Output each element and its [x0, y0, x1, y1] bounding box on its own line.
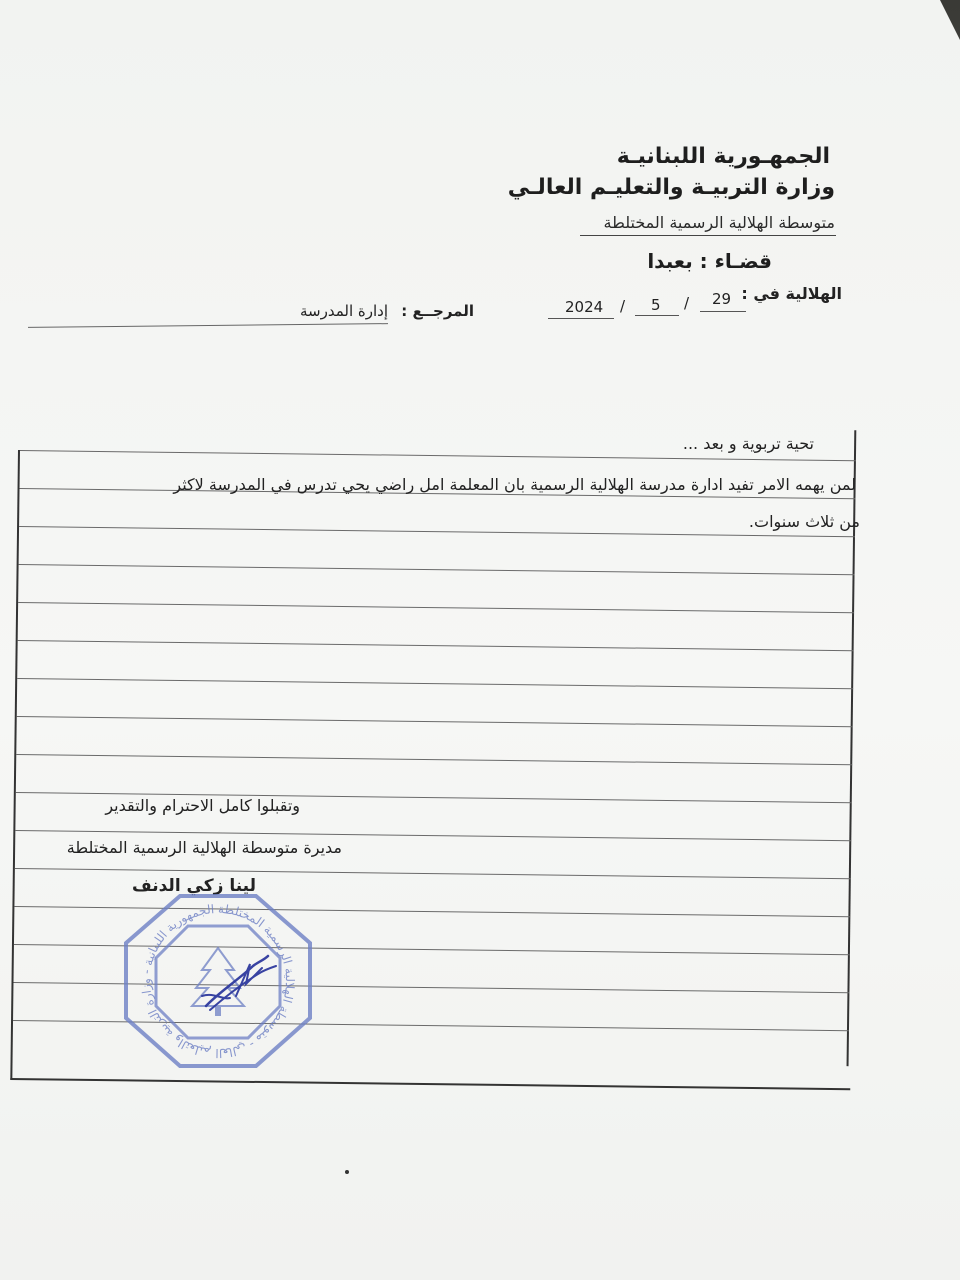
ruled-line — [19, 526, 855, 537]
letter-greeting: تحية تربوية و بعد ... — [682, 434, 814, 453]
header-school: متوسطة الهلالية الرسمية المختلطة — [603, 213, 835, 232]
header-school-underline — [580, 235, 836, 236]
date-month-line — [635, 315, 679, 316]
date-year-line — [548, 318, 614, 319]
letter-line-1: لمن يهمه الامر تفيد ادارة مدرسة الهلالية الرسمية بان المعلمة امل راضي يحي تدرس في المدرسة لاكثر — [173, 475, 856, 494]
ruled-line — [19, 564, 855, 575]
date-separator: / — [620, 297, 626, 315]
header-ministry: وزارة التربيـة والتعليـم العالـي — [507, 175, 835, 200]
official-stamp — [118, 888, 318, 1073]
date-day: 29 — [712, 290, 732, 308]
cedar-icon — [192, 948, 244, 1016]
ruled-line — [18, 602, 854, 613]
reference-label: المرجــع : — [401, 302, 474, 320]
ruled-line — [17, 716, 853, 727]
signature — [202, 956, 276, 1010]
stamp-ring-text: الجمهورية اللبنانية - وزارة التربية والتعليم العالي - متوسطة الهلالية الرسمية المختلطة — [138, 901, 298, 1061]
ruled-line — [16, 754, 852, 765]
letter-closing: وتقبلوا كامل الاحترام والتقدير — [105, 796, 300, 815]
header-district: قضـاء : بعبدا — [647, 249, 772, 273]
date-separator: / — [684, 294, 690, 312]
signer-name: لينا زكي الدنف — [131, 876, 256, 896]
reference-value: إدارة المدرسة — [299, 302, 388, 320]
ruled-line — [18, 640, 854, 651]
date-day-line — [700, 311, 746, 312]
date-label: الهلالية في : — [741, 284, 842, 303]
date-year: 2024 — [565, 298, 604, 316]
signer-role: مديرة متوسطة الهلالية الرسمية المختلطة — [66, 838, 342, 857]
date-month: 5 — [651, 296, 661, 314]
header-republic: الجمهـورية اللبنانيـة — [616, 144, 830, 169]
ink-dot — [345, 1170, 349, 1174]
letter-line-2: من ثلاث سنوات. — [748, 512, 860, 531]
ruled-line — [17, 678, 853, 689]
